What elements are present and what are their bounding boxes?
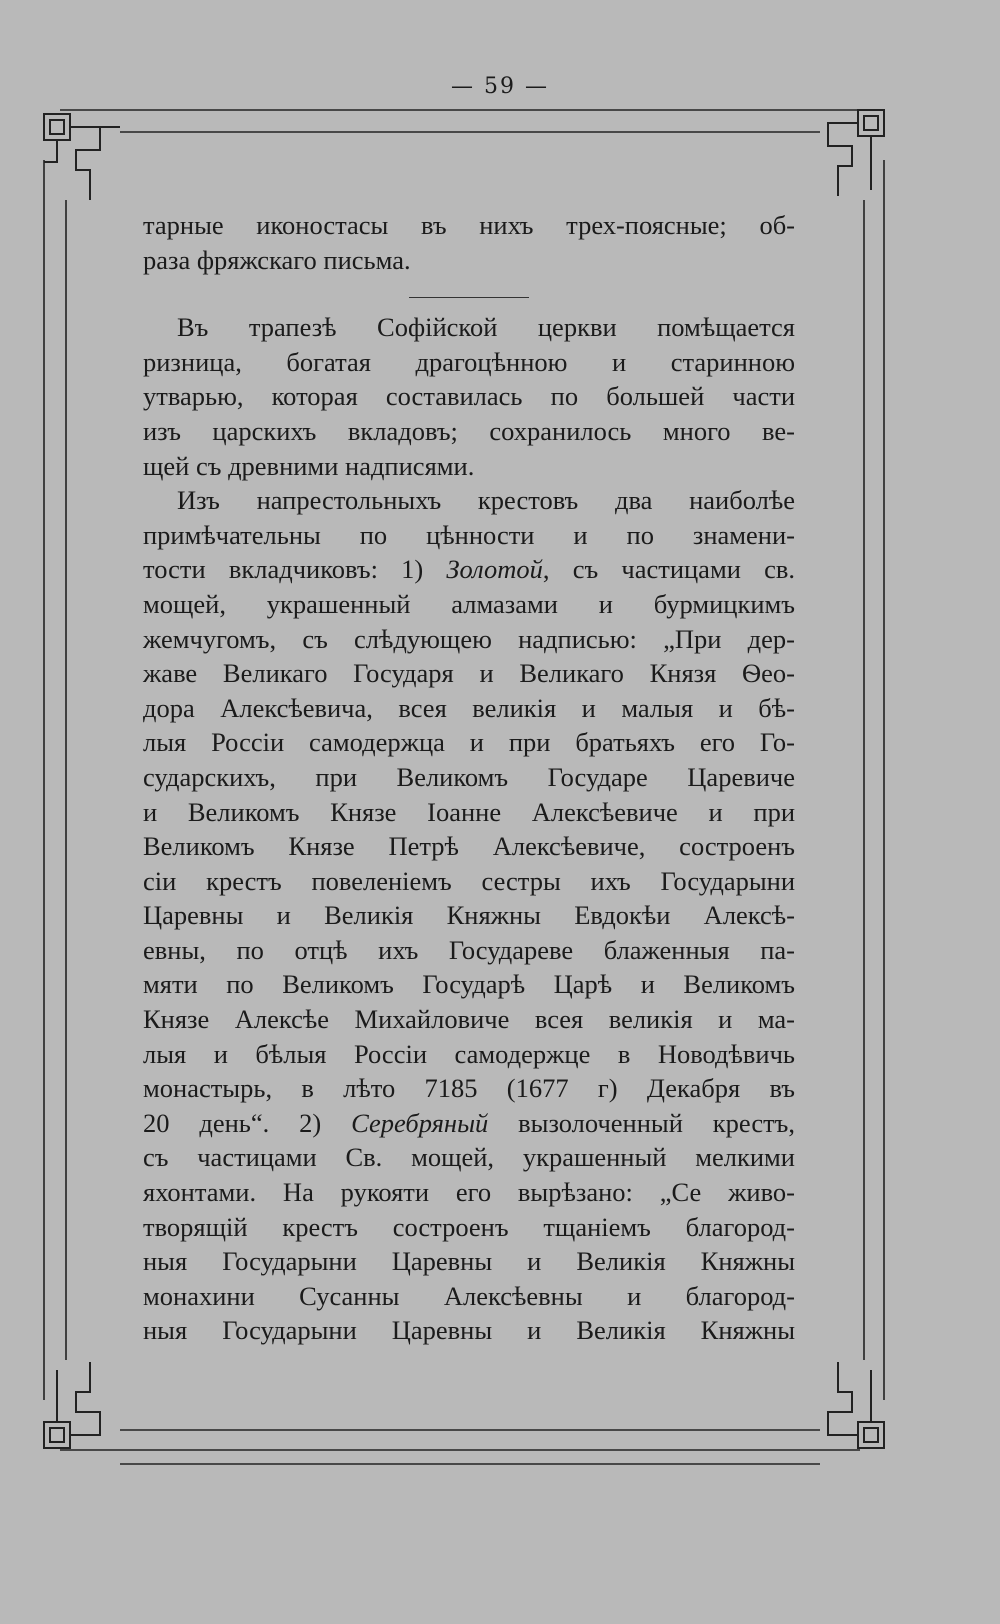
text-line: Князе Алексѣе Михайловиче всея великія и ма- bbox=[143, 1004, 795, 1035]
text-line: яхонтами. На рукояти его вырѣзано: „Се живо- bbox=[143, 1177, 795, 1208]
text-line: съ частицами Св. мощей, украшенный мелкими bbox=[143, 1142, 795, 1173]
corner-ornament-top-right bbox=[828, 110, 884, 196]
text-line: ризница, богатая драгоцѣнною и старинною bbox=[143, 346, 795, 377]
text-line: изъ царскихъ вкладовъ; сохранилось много ве- bbox=[143, 415, 795, 446]
corner-ornament-bottom-right bbox=[828, 1362, 884, 1448]
text-line: Изъ напрестольныхъ крестовъ два наиболѣе bbox=[177, 485, 795, 516]
page-number: — 59 — bbox=[451, 74, 549, 99]
text-line: и Великомъ Князе Іоанне Алексѣевиче и при bbox=[143, 796, 795, 827]
body-text bbox=[143, 208, 795, 1348]
text-line: сіи крестъ повеленіемъ сестры ихъ Государыни bbox=[143, 865, 795, 896]
text-line: лыя и бѣлыя Россіи самодержце в Новодѣвичь bbox=[143, 1038, 795, 1069]
text-line: раза фряжскаго письма. bbox=[143, 244, 411, 275]
emphasized-word: Серебряный bbox=[351, 1107, 489, 1138]
text-line: примѣчательны по цѣнности и по знамени- bbox=[143, 519, 795, 550]
text-line: Великомъ Князе Петрѣ Алексѣевиче, состроенъ bbox=[143, 831, 795, 862]
text-line: ныя Государыни Царевны и Великія Княжны bbox=[143, 1315, 795, 1346]
text-line: мяти по Великомъ Государѣ Царѣ и Великомъ bbox=[143, 969, 795, 1000]
corner-ornament-top-left bbox=[44, 114, 120, 200]
text-line: утварью, которая составилась по большей части bbox=[143, 381, 795, 412]
text-line: щей съ древними надписями. bbox=[143, 450, 475, 481]
emphasized-word: Золотой bbox=[446, 554, 543, 585]
text-line: Царевны и Великія Княжны Евдокѣи Алексѣ- bbox=[143, 900, 795, 931]
text-line: дора Алексѣевича, всея великія и малыя и бѣ- bbox=[143, 692, 795, 723]
text-line: монастырь, в лѣто 7185 (1677 г) Декабря въ bbox=[143, 1073, 795, 1104]
text-line: сударскихъ, при Великомъ Государе Царевиче bbox=[143, 761, 795, 792]
text-line: тости вкладчиковъ: 1) Золотой, съ частицами св. bbox=[143, 554, 795, 585]
text-line: жемчугомъ, съ слѣдующею надписью: „При дер- bbox=[143, 623, 795, 654]
text-line: жаве Великаго Государя и Великаго Князя Ѳео- bbox=[143, 658, 795, 689]
text-line: Въ трапезѣ Софійской церкви помѣщается bbox=[177, 312, 795, 343]
text-line: 20 день“. 2) Серебряный вызолоченный крестъ, bbox=[143, 1107, 795, 1138]
corner-ornament-bottom-left bbox=[44, 1362, 100, 1448]
text-line: тарные иконостасы въ нихъ трех-поясные; об- bbox=[143, 210, 795, 240]
text-line: мощей, украшенный алмазами и бурмицкимъ bbox=[143, 588, 795, 619]
text-line: евны, по отцѣ ихъ Государеве блаженныя па- bbox=[143, 934, 795, 965]
text-line: монахини Сусанны Алексѣевны и благород- bbox=[143, 1280, 795, 1311]
text-line: ныя Государыни Царевны и Великія Княжны bbox=[143, 1246, 795, 1277]
section-separator bbox=[409, 297, 529, 298]
text-line: лыя Россіи самодержца и при братьяхъ его Го- bbox=[143, 727, 795, 758]
text-line: творящій крестъ состроенъ тщаніемъ благород- bbox=[143, 1211, 795, 1242]
